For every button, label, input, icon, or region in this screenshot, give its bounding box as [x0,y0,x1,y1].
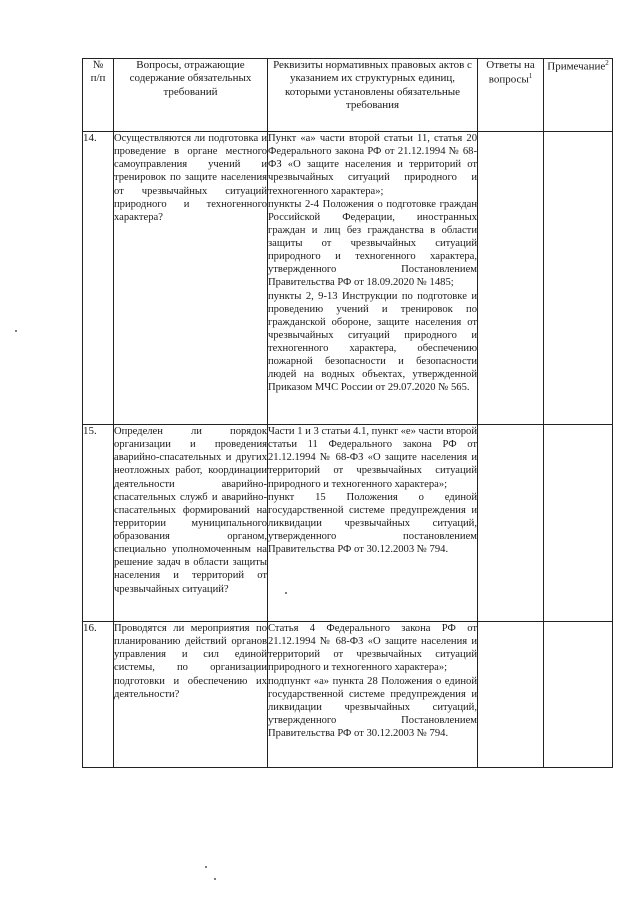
row-answer-cell[interactable] [478,425,544,622]
row-question: Проводятся ли мероприятия по планированию действий органов управления и сил единой системы, по организации подготовки и обеспечению их деятельности? [114,622,268,768]
scan-speck [15,330,17,332]
scan-speck [214,878,216,880]
row-number: 16. [83,622,114,768]
row-requisites [268,425,478,622]
row-answer-cell[interactable] [478,622,544,768]
header-num: № п/п [83,59,114,132]
header-row [83,59,613,132]
header-note: Примечание$^2$ [544,59,613,132]
row-question: Определен ли порядок организации и проведения аварийно-спасательных и других неотложных работ, координации деятельности аварийно-спасательных служб и аварийно-спасательных формирований на территории муниципального образования органом, специально уполномоченным на решение задач в области защиты населения и территорий от чрезвычайных ситуаций? [114,425,268,622]
row-note-cell[interactable] [544,132,613,425]
scan-speck [285,592,287,594]
requisite-item: Статья 4 Федерального закона РФ от 21.12.1994 № 68-ФЗ «О защите населения и территорий от чрезвычайных ситуаций природного и техногенного характера»; [268,623,477,674]
header-requisites: Реквизиты нормативных правовых актов с указанием их структурных единиц, которыми установлены обязательные требования [268,59,478,132]
row-number: 15. [83,425,114,622]
requisite-item: подпункт «а» пункта 28 Положения о единой государственной системе предупреждения и ликвидации чрезвычайных ситуаций, утвержденного Постановлением Правительства РФ от 30.12.2003 № 794. [268,675,477,739]
checklist-table [82,58,613,768]
row-answer-cell[interactable] [478,132,544,425]
row-number: 14. [83,132,114,425]
row-note-cell[interactable] [544,622,613,768]
requisite-item: Части 1 и 3 статьи 4.1, пункт «е» части второй статьи 11 Федерального закона РФ от 21.12.1994 № 68-ФЗ «О защите населения и территорий от чрезвычайных ситуаций природного и техногенного характера»; [268,426,477,490]
row-note-cell[interactable] [544,425,613,622]
requisite-item: пункты 2-4 Положения о подготовке граждан Российской Федерации, иностранных граждан и лиц без гражданства в области защиты от чрезвычайных ситуаций природного и техногенного характера, утвержденного Постановлением Правительства РФ от 18.09.2020 № 1485; [268,198,477,289]
table-row [83,622,613,768]
table-row [83,132,613,425]
requisite-item: Пункт «а» части второй статьи 11, статья 20 Федерального закона РФ от 21.12.1994 № 68-ФЗ «О защите населения и территорий от чрезвычайных ситуаций природного и техногенного характера»; [268,133,477,197]
requisite-item: пункт 15 Положения о единой государственной системе предупреждения и ликвидации чрезвычайных ситуаций, утвержденного постановлением Правительства РФ от 30.12.2003 № 794. [268,491,477,556]
requisite-item: пункты 2, 9-13 Инструкции по подготовке и проведению учений и тренировок по гражданской обороне, защите населения от чрезвычайных ситуаций природного и техногенного характера, обеспечению пожарной безопасности и безопасности людей на водных объектах, утвержденной Приказом МЧС России от 29.07.2020 № 565. [268,290,477,394]
row-requisites [268,132,478,425]
row-question: Осуществляются ли подготовка и проведение в органе местного самоуправления учений и тренировок по защите населения от чрезвычайных ситуаций природного и техногенного характера? [114,132,268,425]
scan-speck [205,866,207,868]
row-requisites [268,622,478,768]
header-answers: Ответы на вопросы$^1$ [478,59,544,132]
table-row [83,425,613,622]
header-question: Вопросы, отражающие содержание обязательных требований [114,59,268,132]
